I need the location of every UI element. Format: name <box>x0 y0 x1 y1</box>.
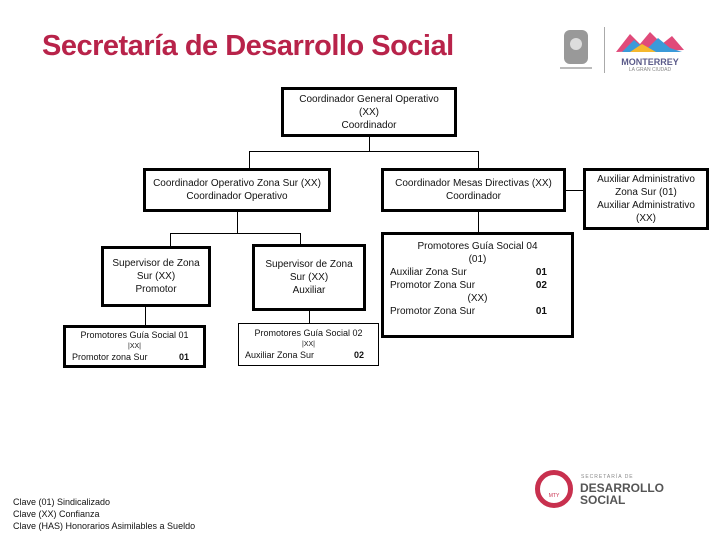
node-line: (XX) <box>467 293 488 304</box>
node-coordinador-mesas <box>381 168 566 212</box>
node-line: |XX| <box>128 343 141 350</box>
connector <box>170 233 171 247</box>
connector <box>478 212 479 232</box>
node-line: Promotores Guía Social 02 <box>254 328 363 338</box>
row-value: 01 <box>535 267 547 278</box>
node-line: (XX) <box>359 106 379 118</box>
node-line: Sur (XX) <box>136 271 176 282</box>
node-auxiliar-administrativo <box>583 168 709 230</box>
node-line: Supervisor de Zona <box>112 258 200 269</box>
monterrey-logo <box>612 30 688 74</box>
connector <box>237 212 238 233</box>
node-row <box>384 305 571 318</box>
node-row <box>66 352 203 363</box>
node-line: Coordinador <box>445 191 502 202</box>
node-promotores-01 <box>63 325 206 368</box>
row-value: 01 <box>535 306 547 317</box>
node-line: Coordinador <box>341 119 397 131</box>
node-line: Coordinador Operativo <box>186 191 288 202</box>
connector <box>566 190 583 191</box>
connector <box>369 137 370 151</box>
monterrey-logo-text: MONTERREY <box>621 57 679 67</box>
node-coordinador-general <box>281 87 457 137</box>
node-line: Zona Sur (01) <box>615 187 677 198</box>
logo-big-text: DESARROLLO <box>580 481 664 495</box>
node-line: Supervisor de Zona <box>265 259 353 270</box>
node-line: (XX) <box>636 213 656 224</box>
node-promotores-mesas <box>381 232 574 338</box>
node-supervisor-auxiliar <box>252 244 366 311</box>
row-label: Auxiliar Zona Sur <box>245 350 315 360</box>
node-line: Auxiliar <box>292 285 326 296</box>
connector <box>170 233 301 234</box>
row-label: Promotor zona Sur <box>72 352 148 362</box>
logo-big-text: SOCIAL <box>580 493 626 507</box>
row-label: Promotor Zona Sur <box>390 280 476 291</box>
connector <box>249 151 479 152</box>
row-label: Promotor Zona Sur <box>390 306 476 317</box>
monterrey-logo-sub: LA GRAN CIUDAD <box>628 67 672 73</box>
node-line: Auxiliar Administrativo <box>597 174 695 185</box>
node-line: Auxiliar Administrativo <box>597 200 695 211</box>
node-line: Promotores Guía Social 01 <box>80 330 189 340</box>
row-value: 02 <box>535 280 547 291</box>
node-row <box>384 279 571 292</box>
circle-text: MTY <box>548 493 560 499</box>
node-line: Coordinador Mesas Directivas (XX) <box>395 178 552 189</box>
node-line: Promotor <box>135 284 177 295</box>
node-row <box>239 350 378 361</box>
mty-circle-icon <box>535 470 573 508</box>
node-line: |XX| <box>302 341 315 348</box>
node-line: Promotores Guía Social 04 <box>417 241 538 252</box>
connector <box>309 311 310 323</box>
row-value: 01 <box>178 352 189 362</box>
legend-item: Clave (XX) Confianza <box>13 509 100 519</box>
node-line: Coordinador General Operativo <box>299 93 439 105</box>
logo-divider <box>604 27 605 73</box>
legend-item: Clave (01) Sindicalizado <box>13 497 111 507</box>
node-line: (01) <box>468 254 487 265</box>
city-crest-logo <box>556 28 596 72</box>
legend-item: Clave (HAS) Honorarios Asimilables a Sueldo <box>13 521 196 531</box>
node-line: Coordinador Operativo Zona Sur (XX) <box>153 178 321 189</box>
node-coordinador-zona-sur <box>143 168 331 212</box>
page-title: Secretaría de Desarrollo Social <box>42 30 454 62</box>
row-value: 02 <box>353 350 364 360</box>
node-promotores-02 <box>238 323 379 366</box>
row-label: Auxiliar Zona Sur <box>390 267 467 278</box>
legend <box>13 496 195 532</box>
desarrollo-social-logo <box>535 468 675 518</box>
connector <box>249 151 250 168</box>
logo-small-text: SECRETARÍA DE <box>581 474 634 480</box>
connector <box>478 151 479 168</box>
connector <box>145 307 146 325</box>
node-row <box>384 266 571 279</box>
node-line: Sur (XX) <box>289 272 329 283</box>
node-supervisor-promotor <box>101 246 211 307</box>
